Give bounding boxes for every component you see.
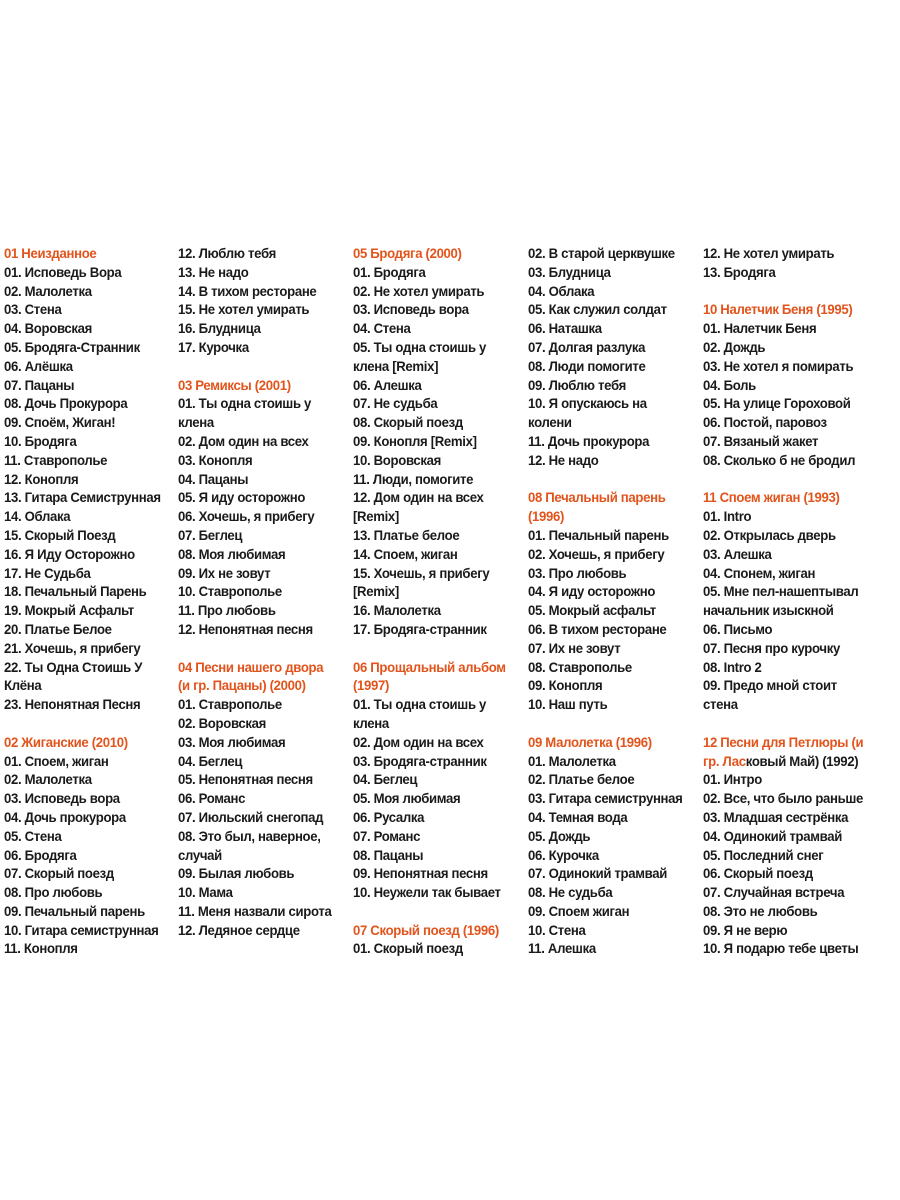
track-item: колени bbox=[528, 414, 572, 431]
album-heading-text: ковый Май) (1992) bbox=[745, 752, 859, 769]
track-item: 16. Я Иду Осторожно bbox=[4, 545, 135, 562]
track-item: 01. Ты одна стоишь у bbox=[353, 696, 487, 713]
track-item: 09. Их не зовут bbox=[178, 564, 271, 581]
album-heading bbox=[703, 752, 870, 771]
album-heading: 03 Ремиксы (2001) bbox=[178, 376, 291, 393]
track-item: 20. Платье Белое bbox=[4, 620, 112, 637]
track-item: 12. Непонятная песня bbox=[178, 620, 313, 637]
track-item: 07. Их не зовут bbox=[528, 639, 621, 656]
track-item: 05. Последний снег bbox=[703, 846, 824, 863]
track-item: 04. Спонем, жиган bbox=[703, 564, 816, 581]
track-item: 12. Не надо bbox=[528, 451, 599, 468]
track-item: 08. Это был, наверное, bbox=[178, 827, 321, 844]
track-item: 23. Непонятная Песня bbox=[4, 696, 141, 713]
track-item: 04. Одинокий трамвай bbox=[703, 827, 843, 844]
track-item: 21. Хочешь, я прибегу bbox=[4, 639, 141, 656]
track-item: 05. Как служил солдат bbox=[528, 301, 667, 318]
track-item: 02. Платье белое bbox=[528, 771, 635, 788]
track-item: 02. Малолетка bbox=[4, 282, 92, 299]
track-item: 03. Исповедь вора bbox=[4, 790, 120, 807]
track-item: Клёна bbox=[4, 677, 42, 694]
track-item: 02. Дом один на всех bbox=[353, 733, 484, 750]
album-heading: 04 Песни нашего двора bbox=[178, 658, 324, 675]
track-item: 11. Ставрополье bbox=[4, 451, 108, 468]
track-item: 05. Я иду осторожно bbox=[178, 489, 306, 506]
track-item: 06. Алёшка bbox=[4, 357, 73, 374]
track-item: 05. Ты одна стоишь у bbox=[353, 338, 487, 355]
track-item: 12. Не хотел умирать bbox=[703, 245, 835, 261]
track-item: 03. Блудница bbox=[528, 263, 611, 280]
track-item: 01. Споем, жиган bbox=[4, 752, 109, 769]
track-item: 05. Моя любимая bbox=[353, 790, 461, 807]
track-item: 05. На улице Гороховой bbox=[703, 395, 851, 412]
album-heading: (1996) bbox=[528, 508, 565, 525]
track-item: 06. Хочешь, я прибегу bbox=[178, 508, 315, 525]
track-item: случай bbox=[178, 846, 222, 863]
track-item: 04. Я иду осторожно bbox=[528, 583, 656, 600]
track-item: 03. Стена bbox=[4, 301, 62, 318]
track-item: 02. Дождь bbox=[703, 338, 766, 355]
album-heading: 08 Печальный парень bbox=[528, 489, 666, 506]
track-item: 17. Курочка bbox=[178, 338, 249, 355]
track-item: 11. Про любовь bbox=[178, 602, 276, 619]
track-item: 01. Печальный парень bbox=[528, 526, 669, 543]
track-item: 08. Intro 2 bbox=[703, 658, 762, 675]
album-heading-text: гр. Лас bbox=[703, 752, 746, 769]
track-item: 09. Конопля [Remix] bbox=[353, 432, 477, 449]
track-item: 06. Скорый поезд bbox=[703, 865, 813, 882]
spacer bbox=[703, 470, 881, 489]
track-item: 18. Печальный Парень bbox=[4, 583, 147, 600]
track-item: 03. Про любовь bbox=[528, 564, 627, 581]
track-item: 08. Скорый поезд bbox=[353, 414, 463, 431]
track-item: 11. Конопля bbox=[4, 940, 78, 957]
spacer bbox=[4, 714, 182, 733]
album-heading: 02 Жиганские (2010) bbox=[4, 733, 128, 750]
column-4 bbox=[528, 244, 706, 958]
track-item: 07. Беглец bbox=[178, 526, 243, 543]
album-heading: (и гр. Пацаны) (2000) bbox=[178, 677, 306, 694]
track-item: 03. Конопля bbox=[178, 451, 253, 468]
track-item: 02. Малолетка bbox=[4, 771, 92, 788]
track-item: 08. Люди помогите bbox=[528, 357, 646, 374]
track-item: 07. Июльский снегопад bbox=[178, 808, 324, 825]
track-item: 10. Гитара семиструнная bbox=[4, 921, 159, 938]
track-item: 12. Дом один на всех bbox=[353, 489, 484, 506]
track-item: 07. Не судьба bbox=[353, 395, 438, 412]
track-item: 03. Гитара семиструнная bbox=[528, 790, 683, 807]
track-item: 09. Непонятная песня bbox=[353, 865, 488, 882]
track-item: 10. Бродяга bbox=[4, 432, 77, 449]
track-item: 06. Курочка bbox=[528, 846, 599, 863]
track-item: 12. Люблю тебя bbox=[178, 245, 276, 261]
track-item: 13. Платье белое bbox=[353, 526, 460, 543]
track-item: 10. Ставрополье bbox=[178, 583, 282, 600]
track-item: 02. Воровская bbox=[178, 714, 266, 731]
track-item: 01. Ставрополье bbox=[178, 696, 282, 713]
track-item: 07. Случайная встреча bbox=[703, 884, 845, 901]
track-item: 19. Мокрый Асфальт bbox=[4, 602, 134, 619]
track-item: 10. Мама bbox=[178, 884, 233, 901]
track-item: 10. Наш путь bbox=[528, 696, 608, 713]
track-item: 08. Ставрополье bbox=[528, 658, 632, 675]
track-item: 07. Песня про курочку bbox=[703, 639, 840, 656]
track-item: 07. Скорый поезд bbox=[4, 865, 114, 882]
track-item: 02. Не хотел умирать bbox=[353, 282, 485, 299]
track-item: [Remix] bbox=[353, 583, 399, 600]
track-item: 08. Про любовь bbox=[4, 884, 103, 901]
track-item: клена bbox=[353, 714, 389, 731]
track-item: 01. Бродяга bbox=[353, 263, 426, 280]
track-item: 15. Скорый Поезд bbox=[4, 526, 116, 543]
track-item: 06. Бродяга bbox=[4, 846, 77, 863]
track-item: 09. Споём, Жиган! bbox=[4, 414, 116, 431]
album-heading-text: 12 Песни для Петлюры (и bbox=[703, 733, 864, 750]
track-item: клена bbox=[178, 414, 214, 431]
track-item: 10. Стена bbox=[528, 921, 586, 938]
track-item: 02. Хочешь, я прибегу bbox=[528, 545, 665, 562]
track-item: 01. Скорый поезд bbox=[353, 940, 463, 957]
spacer bbox=[353, 902, 531, 921]
track-item: 03. Исповедь вора bbox=[353, 301, 469, 318]
track-item: 09. Предо мной стоит bbox=[703, 677, 837, 694]
spacer bbox=[178, 639, 356, 658]
track-item: 06. Русалка bbox=[353, 808, 425, 825]
track-item: начальник изыскной bbox=[703, 602, 834, 619]
track-item: 06. Письмо bbox=[703, 620, 773, 637]
track-item: 03. Младшая сестрёнка bbox=[703, 808, 849, 825]
track-item: 06. Алешка bbox=[353, 376, 422, 393]
column-5 bbox=[703, 244, 881, 958]
album-heading: 01 Неизданное bbox=[4, 245, 97, 261]
spacer bbox=[528, 470, 706, 489]
track-item: 15. Хочешь, я прибегу bbox=[353, 564, 490, 581]
track-item: 01. Интро bbox=[703, 771, 762, 788]
track-item: 04. Облака bbox=[528, 282, 595, 299]
spacer bbox=[528, 714, 706, 733]
track-item: 08. Моя любимая bbox=[178, 545, 286, 562]
track-item: 01. Исповедь Вора bbox=[4, 263, 122, 280]
album-heading: 07 Скорый поезд (1996) bbox=[353, 921, 499, 938]
track-item: 06. Романс bbox=[178, 790, 246, 807]
track-item: 12. Конопля bbox=[4, 470, 79, 487]
track-item: 10. Я подарю тебе цветы bbox=[703, 940, 859, 957]
track-item: стена bbox=[703, 696, 738, 713]
track-item: 16. Блудница bbox=[178, 320, 261, 337]
track-item: 01. Налетчик Беня bbox=[703, 320, 817, 337]
track-item: 06. Постой, паровоз bbox=[703, 414, 827, 431]
track-item: 10. Неужели так бывает bbox=[353, 884, 501, 901]
album-heading: 11 Споем жиган (1993) bbox=[703, 489, 840, 506]
track-item: 08. Пацаны bbox=[353, 846, 424, 863]
track-item: 01. Intro bbox=[703, 508, 752, 525]
track-item: 05. Бродяга-Странник bbox=[4, 338, 140, 355]
album-heading: 06 Прощальный альбом bbox=[353, 658, 506, 675]
track-item: 03. Алешка bbox=[703, 545, 772, 562]
track-item: 09. Я не верю bbox=[703, 921, 788, 938]
column-3 bbox=[353, 244, 531, 958]
track-item: 04. Стена bbox=[353, 320, 411, 337]
track-item: 04. Беглец bbox=[178, 752, 243, 769]
spacer bbox=[703, 282, 881, 301]
track-item: 14. В тихом ресторане bbox=[178, 282, 317, 299]
track-item: 05. Непонятная песня bbox=[178, 771, 313, 788]
track-item: 08. Не судьба bbox=[528, 884, 613, 901]
track-item: 03. Не хотел я помирать bbox=[703, 357, 854, 374]
album-heading bbox=[703, 733, 870, 752]
track-item: 15. Не хотел умирать bbox=[178, 301, 310, 318]
track-item: 11. Люди, помогите bbox=[353, 470, 474, 487]
track-item: 03. Бродяга-странник bbox=[353, 752, 487, 769]
track-item: 07. Одинокий трамвай bbox=[528, 865, 668, 882]
track-item: 04. Боль bbox=[703, 376, 756, 393]
track-item: 09. Былая любовь bbox=[178, 865, 295, 882]
track-item: 11. Меня назвали сирота bbox=[178, 902, 332, 919]
column-2 bbox=[178, 244, 356, 939]
track-item: 01. Ты одна стоишь у bbox=[178, 395, 312, 412]
column-1 bbox=[4, 244, 182, 958]
track-item: 02. Открылась дверь bbox=[703, 526, 836, 543]
track-item: 02. Дом один на всех bbox=[178, 432, 309, 449]
spacer bbox=[703, 714, 881, 733]
track-item: 07. Романс bbox=[353, 827, 421, 844]
track-item: 16. Малолетка bbox=[353, 602, 441, 619]
track-item: 09. Споем жиган bbox=[528, 902, 630, 919]
track-item: 04. Темная вода bbox=[528, 808, 628, 825]
track-item: 01. Малолетка bbox=[528, 752, 616, 769]
album-heading: 10 Налетчик Беня (1995) bbox=[703, 301, 853, 318]
track-item: 14. Облака bbox=[4, 508, 71, 525]
track-item: [Remix] bbox=[353, 508, 399, 525]
track-item: 02. Все, что было раньше bbox=[703, 790, 864, 807]
track-item: 07. Вязаный жакет bbox=[703, 432, 819, 449]
track-item: 13. Бродяга bbox=[703, 263, 776, 280]
track-item: клена [Remix] bbox=[353, 357, 439, 374]
track-item: 07. Долгая разлука bbox=[528, 338, 646, 355]
track-item: 05. Мокрый асфальт bbox=[528, 602, 656, 619]
track-item: 11. Алешка bbox=[528, 940, 596, 957]
album-heading: 05 Бродяга (2000) bbox=[353, 245, 462, 261]
track-item: 03. Моя любимая bbox=[178, 733, 286, 750]
track-item: 05. Стена bbox=[4, 827, 62, 844]
track-item: 06. В тихом ресторане bbox=[528, 620, 667, 637]
track-item: 08. Сколько б не бродил bbox=[703, 451, 856, 468]
track-item: 22. Ты Одна Стоишь У bbox=[4, 658, 143, 675]
track-item: 07. Пацаны bbox=[4, 376, 75, 393]
track-item: 10. Я опускаюсь на bbox=[528, 395, 647, 412]
album-heading: (1997) bbox=[353, 677, 390, 694]
track-item: 05. Дождь bbox=[528, 827, 591, 844]
track-item: 17. Не Судьба bbox=[4, 564, 91, 581]
track-item: 14. Споем, жиган bbox=[353, 545, 458, 562]
track-item: 12. Ледяное сердце bbox=[178, 921, 300, 938]
track-item: 05. Мне пел-нашептывал bbox=[703, 583, 859, 600]
track-item: 08. Это не любовь bbox=[703, 902, 818, 919]
spacer bbox=[353, 639, 531, 658]
track-item: 08. Дочь Прокурора bbox=[4, 395, 128, 412]
track-item: 13. Гитара Семиструнная bbox=[4, 489, 161, 506]
track-item: 09. Люблю тебя bbox=[528, 376, 626, 393]
spacer bbox=[178, 357, 356, 376]
track-item: 04. Дочь прокурора bbox=[4, 808, 126, 825]
track-item: 17. Бродяга-странник bbox=[353, 620, 487, 637]
track-item: 13. Не надо bbox=[178, 263, 249, 280]
track-item: 11. Дочь прокурора bbox=[528, 432, 650, 449]
track-item: 06. Наташка bbox=[528, 320, 602, 337]
track-item: 02. В старой церквушке bbox=[528, 245, 675, 261]
track-item: 09. Конопля bbox=[528, 677, 603, 694]
album-heading: 09 Малолетка (1996) bbox=[528, 733, 652, 750]
track-item: 04. Воровская bbox=[4, 320, 92, 337]
track-item: 04. Пацаны bbox=[178, 470, 249, 487]
track-item: 09. Печальный парень bbox=[4, 902, 145, 919]
track-item: 10. Воровская bbox=[353, 451, 441, 468]
track-item: 04. Беглец bbox=[353, 771, 418, 788]
